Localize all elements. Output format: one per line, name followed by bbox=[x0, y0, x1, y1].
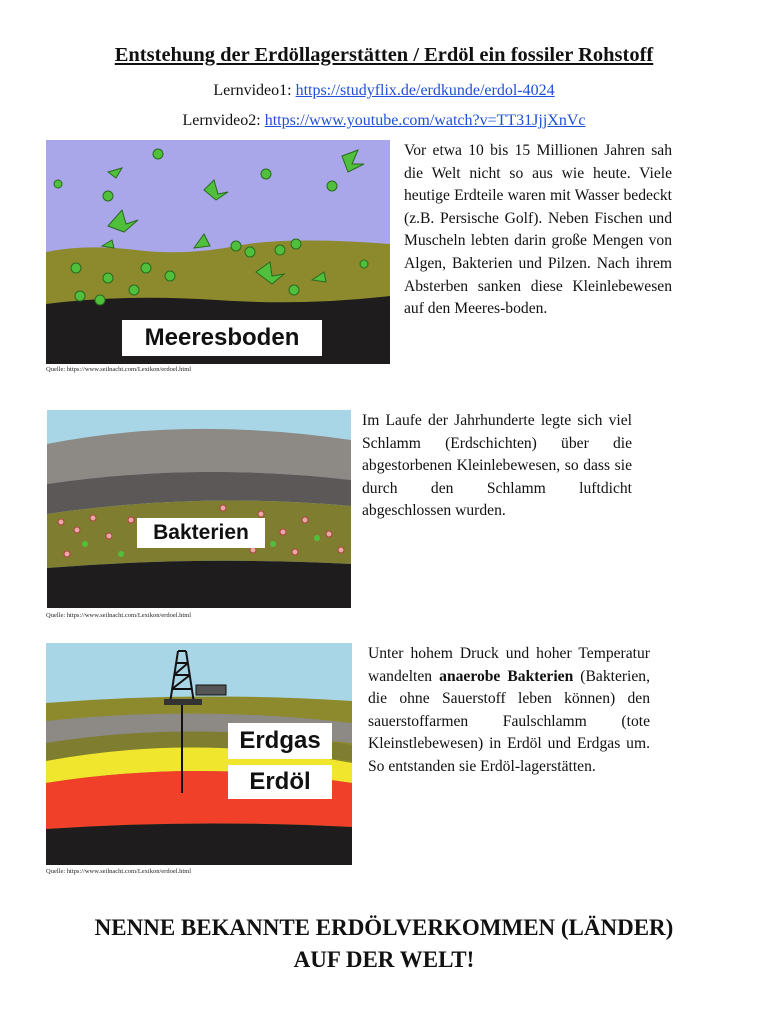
task-line-1: NENNE BEKANNTE ERDÖLVERKOMMEN (LÄNDER) bbox=[94, 915, 674, 940]
video2-label: Lernvideo2: bbox=[182, 112, 265, 129]
bacteria-layers-illustration bbox=[47, 410, 351, 608]
meeresboden-label: Meeresboden bbox=[144, 324, 300, 351]
anaerobe-bakterien-term: anaerobe Bakterien bbox=[439, 667, 574, 685]
video-link-line-2 bbox=[0, 112, 768, 130]
video1-label: Lernvideo1: bbox=[213, 82, 296, 99]
video2-link[interactable]: https://www.youtube.com/watch?v=TT31JjjXnVc bbox=[264, 112, 586, 129]
task-line-2: AUF DER WELT! bbox=[293, 947, 475, 972]
erdgas-label: Erdgas bbox=[239, 727, 321, 754]
sea-floor-illustration bbox=[46, 140, 390, 364]
task-heading bbox=[0, 912, 768, 976]
paragraph-mud-layers: Im Laufe der Jahrhunderte legte sich viel Schlamm (Erdschichten) über die abgestorbenen Kleinlebewesen, so dass sie durch den Schlamm luftdicht abgeschlossen wurden. bbox=[362, 412, 632, 520]
image-source-caption: Quelle: https://www.seilnacht.com/Lexikon/erdoel.html bbox=[46, 868, 192, 875]
erdoel-label: Erdöl bbox=[249, 768, 311, 795]
paragraph-text-start: Unter hohem Druck und hoher Temperatur wandelten bbox=[368, 645, 650, 685]
video-link-line-1 bbox=[0, 82, 768, 100]
page-title: Entstehung der Erdöllagerstätten / Erdöl ein fossiler Rohstoff bbox=[114, 44, 654, 66]
paragraph-bacteria-conversion bbox=[368, 643, 650, 779]
bacteria-layers-drawing bbox=[47, 410, 351, 608]
image-source-caption: Quelle: https://www.seilnacht.com/Lexikon/erdoel.html bbox=[46, 612, 192, 619]
paragraph-sea-life: Vor etwa 10 bis 15 Millionen Jahren sah die Welt nicht so aus wie heute. Viele heutige Erdteile waren mit Wasser bedeckt (z.B. Persische Golf). Neben Fischen und Muscheln lebten darin große Mengen von Algen, Bakterien und Pilzen. Nach ihrem Absterben sanken diese Kleinlebewesen auf den Meeres-boden. bbox=[404, 142, 672, 318]
paragraph-text-end: (Bakterien, die ohne Sauerstoff leben können) den sauerstoffarmen Faulschlamm (tote Kleinstlebewesen) in Erdöl und Erdgas um. So entstanden sie Erdöl-lagerstätten. bbox=[368, 667, 651, 775]
oil-gas-deposit-illustration bbox=[46, 643, 352, 865]
video1-link[interactable]: https://studyflix.de/erdkunde/erdol-4024 bbox=[295, 82, 555, 99]
image-source-caption: Quelle: https://www.seilnacht.com/Lexikon/erdoel.html bbox=[46, 366, 192, 373]
bakterien-label: Bakterien bbox=[153, 521, 249, 544]
